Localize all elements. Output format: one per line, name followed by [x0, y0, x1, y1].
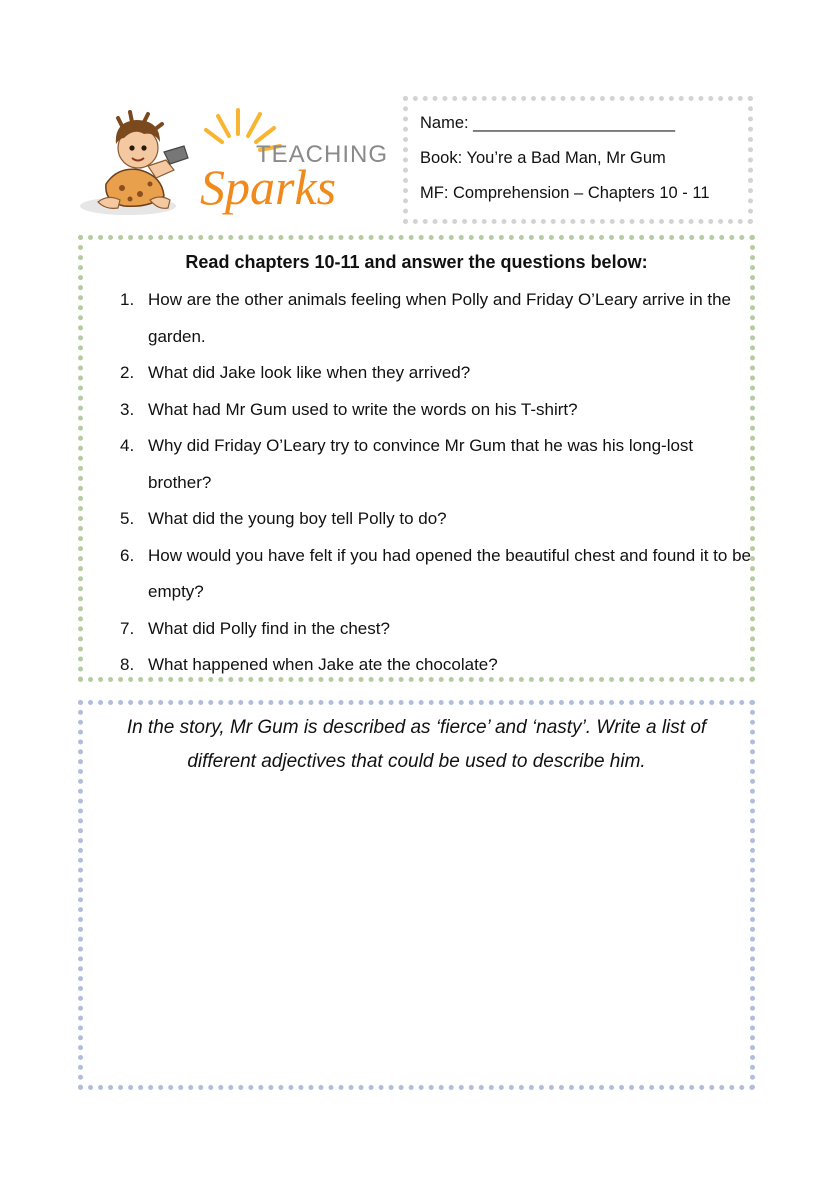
question-item — [120, 282, 760, 355]
brand-teaching-text: TEACHING — [256, 141, 389, 168]
question-item — [120, 647, 760, 684]
question-item — [120, 538, 760, 611]
question-item — [120, 392, 760, 429]
questions-box — [78, 235, 755, 682]
question-number: 2. — [120, 363, 135, 382]
question-text: What did Jake look like when they arrived? — [148, 363, 471, 382]
question-number: 7. — [120, 618, 135, 638]
question-number: 3. — [120, 399, 135, 419]
question-text: What had Mr Gum used to write the words on his T-shirt? — [148, 399, 578, 419]
teaching-sparks-logo — [78, 96, 398, 221]
question-number: 1. — [120, 290, 135, 309]
caveman-mascot-icon — [80, 112, 188, 215]
adjectives-task-box[interactable] — [78, 700, 755, 1090]
question-item — [120, 501, 760, 538]
book-title: Book: You’re a Bad Man, Mr Gum — [420, 149, 666, 167]
question-number: 8. — [120, 655, 135, 674]
student-info-box — [403, 96, 753, 224]
question-item — [120, 428, 760, 501]
mf-subject: MF: Comprehension – Chapters 10 - 11 — [420, 184, 710, 202]
questions-heading: Read chapters 10-11 and answer the questions below: — [185, 252, 648, 272]
question-text: Why did Friday O’Leary try to convince Mr Gum that he was his long-lost brother? — [148, 436, 694, 492]
question-number: 5. — [120, 509, 135, 528]
question-text: How would you have felt if you had opened the beautiful chest and found it to be empty? — [148, 545, 751, 601]
task-prompt: In the story, Mr Gum is described as ‘fierce’ and ‘nasty’. Write a list of different adjectives that could be used to describe him. — [126, 717, 707, 772]
question-text: What did Polly find in the chest? — [148, 618, 390, 638]
question-number: 4. — [120, 436, 135, 455]
question-item — [120, 611, 760, 648]
question-text: How are the other animals feeling when Polly and Friday O’Leary arrive in the garden. — [148, 290, 732, 346]
question-list — [120, 282, 760, 684]
question-text: What happened when Jake ate the chocolate? — [148, 655, 498, 674]
question-number: 6. — [120, 545, 135, 565]
question-text: What did the young boy tell Polly to do? — [148, 509, 447, 528]
brand-sparks-text: Sparks — [200, 159, 337, 215]
name-field[interactable]: Name: ______________________ — [420, 114, 676, 132]
question-item — [120, 355, 760, 392]
